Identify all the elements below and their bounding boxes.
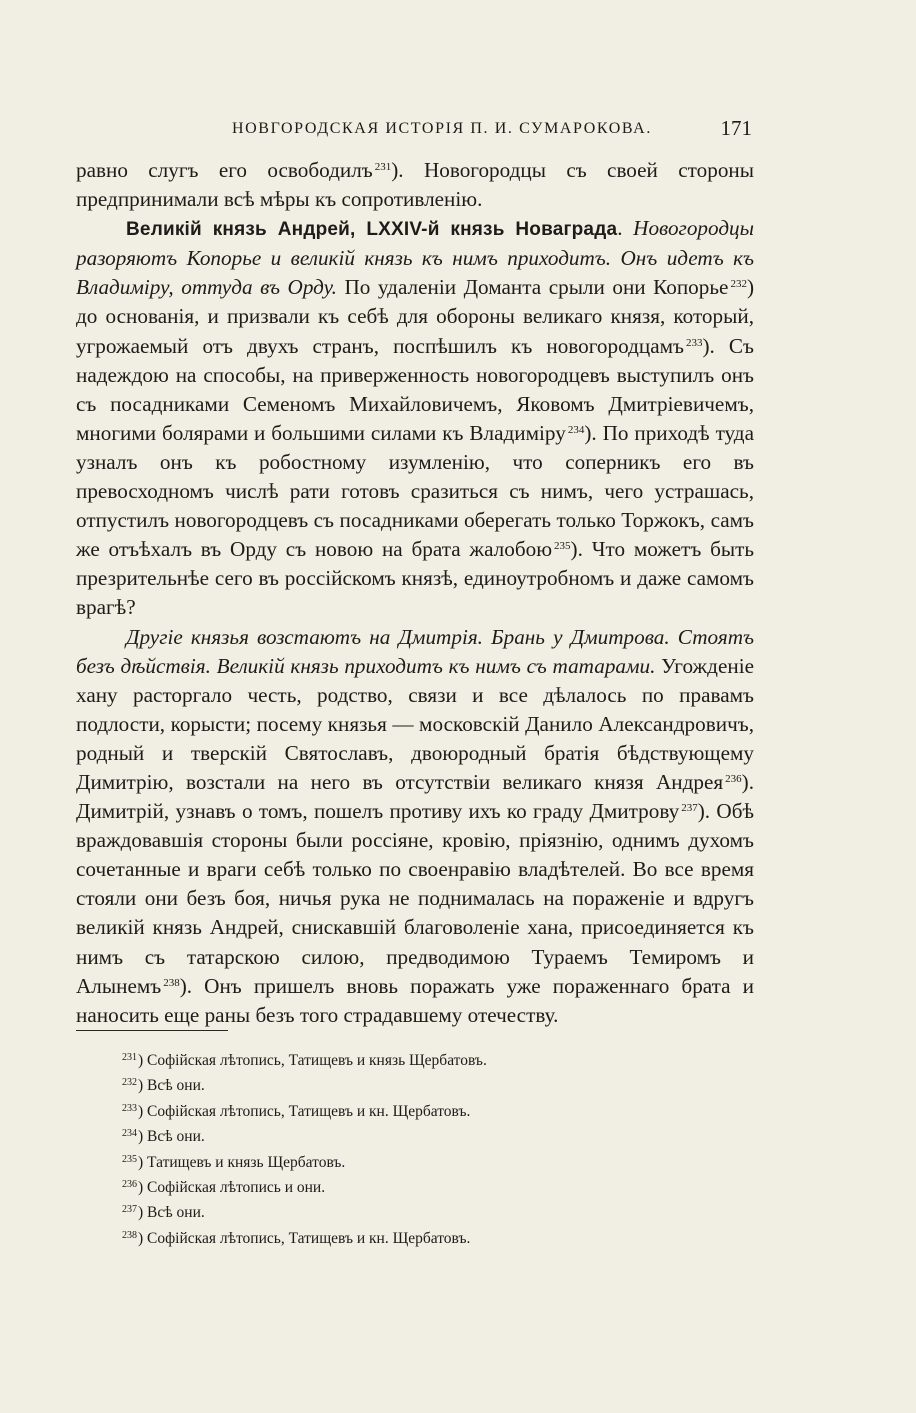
footnote-ref-233: 233 <box>685 336 703 349</box>
text-run: ). Обѣ враждовавшія стороны были россіяне, кровію, пріязнію, однимъ духомъ сочетанные и враги себѣ только по своенравію владѣтелей. Во все время стояли они безъ боя, ничья рука не поднималась на пораженіе и вдругъ великій князь Андрей, снискавшій благоволеніе хана, присоединяется къ нимъ съ татарскою силою, предводимою Тураемъ Темиромъ и Алынемъ <box>76 799 754 998</box>
text-run: Угожденіе хану расторгало честь, родство, связи и все дѣлалось по правамъ подлости, корысти; посему князья — московскій Данило Александровичъ, родный и тверскій Святославъ, двоюродный братія бѣдствующему Димитрію, возстали на него въ отсутствіи великаго князя Андрея <box>76 653 754 794</box>
footnote-text: ) Софійская лѣтопись, Татищевъ и кн. Щербатовъ. <box>138 1102 471 1120</box>
footnote-number: 235 <box>122 1153 137 1165</box>
footnote-number: 234 <box>122 1128 137 1140</box>
italic-summary: Новогородцы разоряютъ Копорье и великій князь къ нимъ приходитъ. Онъ идетъ къ Владиміру, оттуда въ Орду. <box>76 216 754 300</box>
footnote-number: 238 <box>122 1229 137 1241</box>
footnote-ref-236: 236 <box>725 772 742 785</box>
footnote-ref-232: 232 <box>730 278 747 291</box>
page-number: 171 <box>720 116 752 140</box>
footnote-number: 237 <box>122 1204 137 1216</box>
paragraph-2 <box>76 214 754 622</box>
paragraph-1 <box>76 156 754 214</box>
text-run: По удаленіи Доманта срыли они Копорье <box>336 275 729 300</box>
footnote-ref-234: 234 <box>567 423 585 436</box>
footnote-item <box>122 1099 722 1124</box>
running-title: НОВГОРОДСКАЯ ИСТОРІЯ П. И. СУМАРОКОВА. <box>232 120 652 137</box>
text-run: равно слугъ его освободилъ <box>76 158 373 182</box>
footnote-item <box>122 1175 722 1200</box>
footnote-text: ) Всѣ они. <box>138 1077 205 1095</box>
footnote-number: 233 <box>122 1102 137 1114</box>
footnotes-list <box>122 1048 722 1251</box>
footnote-item <box>122 1124 722 1149</box>
footnote-ref-237: 237 <box>681 802 698 815</box>
page-header <box>232 116 752 146</box>
footnote-item <box>122 1226 722 1251</box>
text-run: ). Онъ пришелъ вновь поражать уже пораженнаго брата и наносить еще раны безъ того страдавшему отечеству. <box>76 973 754 1027</box>
footnote-number: 231 <box>122 1052 137 1063</box>
footnote-item <box>122 1073 722 1098</box>
footnote-ref-235: 235 <box>554 540 571 553</box>
text-run: ). Съ надеждою на способы, на приверженность новогородцевъ выступилъ онъ съ посадниками Семеномъ Михайловичемъ, Яковомъ Дмитріевичемъ, многими болярами и большими силами къ Владиміру <box>76 333 754 445</box>
text-run: ). Что можетъ быть презрительнѣе сего въ россійскомъ князѣ, единоутробномъ и даже самомъ врагѣ? <box>76 537 755 620</box>
footnote-text: ) Софійская лѣтопись, Татищевъ и кн. Щербатовъ. <box>138 1229 471 1247</box>
footnote-text: ) Софійская лѣтопись и они. <box>138 1179 326 1197</box>
footnote-item <box>122 1048 722 1073</box>
text-run: . <box>617 216 634 241</box>
paragraph-3 <box>76 623 754 1030</box>
text-run: ). По приходѣ туда узналъ онъ къ робостному изумленію, что соперникъ его въ превосходномъ числѣ рати готовъ сразиться съ нимъ, чего устрашась, отпустилъ новогородцевъ съ посадниками оберегать только Торжокъ, самъ же отъѣхалъ въ Орду съ новою на брата жалобою <box>76 420 754 562</box>
footnote-number: 236 <box>122 1179 137 1191</box>
main-text <box>76 156 754 1030</box>
text-run: ). Новогородцы съ своей стороны предпринимали всѣ мѣры къ сопротивленію. <box>76 158 754 212</box>
footnote-item <box>122 1200 722 1225</box>
footnote-text: ) Татищевъ и князь Щербатовъ. <box>138 1153 346 1171</box>
italic-summary: Другіе князья возстаютъ на Дмитрія. Брань у Дмитрова. Стоятъ безъ дѣйствія. Великій князь приходитъ къ нимъ съ татарами. <box>76 624 754 678</box>
footnote-text: ) Всѣ они. <box>138 1128 205 1146</box>
text-run: ) до основанія, и призвали къ себѣ для обороны великаго князя, который, угрожаемый отъ двухъ странъ, поспѣшилъ къ новогородцамъ <box>76 275 754 358</box>
footnote-ref-238: 238 <box>163 976 180 989</box>
footnote-text: ) Всѣ они. <box>138 1204 205 1222</box>
text-run: ). Димитрій, узнавъ о томъ, пошелъ противу ихъ ко граду Дмитрову <box>76 769 754 824</box>
footnote-number: 232 <box>122 1077 137 1089</box>
footnote-text: ) Софійская лѣтопись, Татищевъ и князь Щербатовъ. <box>138 1052 487 1069</box>
footnote-item <box>122 1150 722 1175</box>
footnote-ref-231: 231 <box>374 161 392 173</box>
footnote-divider <box>76 1030 228 1031</box>
section-heading: Великій князь Андрей, LXXIV-й князь Новаграда <box>126 219 618 241</box>
